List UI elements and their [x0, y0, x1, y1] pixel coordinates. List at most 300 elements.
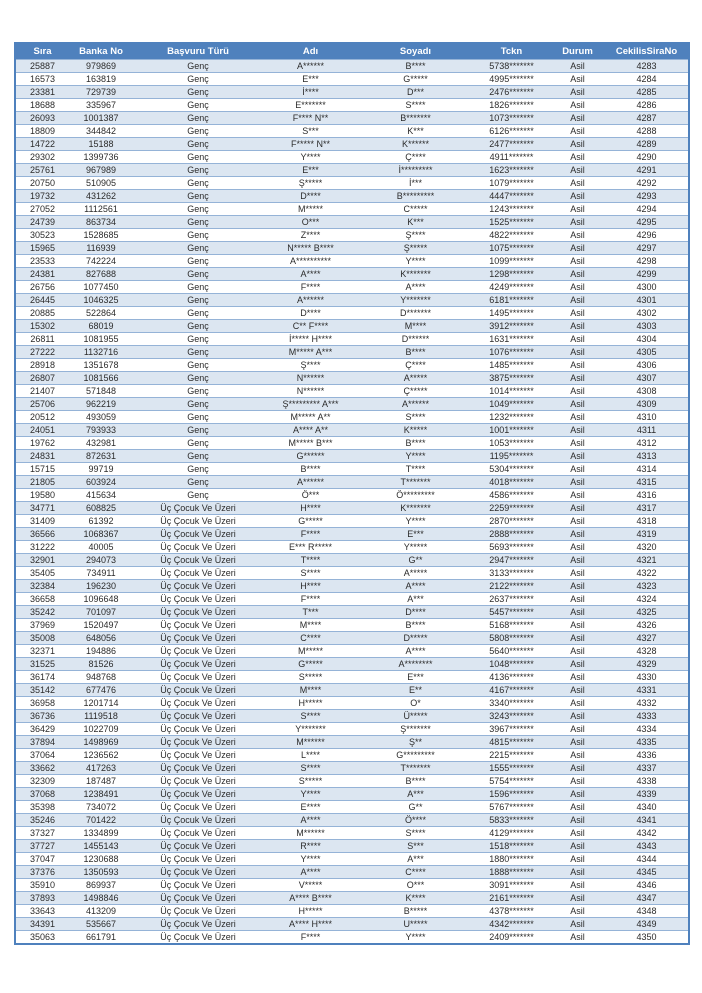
- cell-sira: 37068: [15, 788, 69, 801]
- cell-cekilissirano: 4325: [605, 606, 689, 619]
- cell-sira: 35910: [15, 879, 69, 892]
- cell-soyadi: Ş*******: [358, 723, 473, 736]
- cell-cekilissirano: 4343: [605, 840, 689, 853]
- table-row: [15, 112, 689, 125]
- cell-adi: A******: [263, 60, 358, 73]
- cell-cekilissirano: 4315: [605, 476, 689, 489]
- cell-cekilissirano: 4332: [605, 697, 689, 710]
- cell-tckn: 1195*******: [473, 450, 550, 463]
- cell-durum: Asil: [550, 99, 605, 112]
- cell-tckn: 1495*******: [473, 307, 550, 320]
- cell-banka-no: 417263: [69, 762, 133, 775]
- cell-sira: 24831: [15, 450, 69, 463]
- cell-banka-no: 344842: [69, 125, 133, 138]
- cell-cekilissirano: 4349: [605, 918, 689, 931]
- cell-cekilissirano: 4287: [605, 112, 689, 125]
- cell-tckn: 2476*******: [473, 86, 550, 99]
- cell-tckn: 2947*******: [473, 554, 550, 567]
- cell-durum: Asil: [550, 554, 605, 567]
- table-row: [15, 762, 689, 775]
- cell-cekilissirano: 4306: [605, 359, 689, 372]
- cell-sira: 31222: [15, 541, 69, 554]
- cell-tckn: 1485*******: [473, 359, 550, 372]
- cell-tckn: 1079*******: [473, 177, 550, 190]
- cell-basvuru-turu: Genç: [133, 86, 263, 99]
- cell-basvuru-turu: Genç: [133, 255, 263, 268]
- cell-cekilissirano: 4346: [605, 879, 689, 892]
- cell-basvuru-turu: Genç: [133, 125, 263, 138]
- cell-sira: 37064: [15, 749, 69, 762]
- cell-soyadi: A****: [358, 645, 473, 658]
- cell-soyadi: O***: [358, 879, 473, 892]
- cell-basvuru-turu: Genç: [133, 177, 263, 190]
- cell-cekilissirano: 4334: [605, 723, 689, 736]
- cell-tckn: 1053*******: [473, 437, 550, 450]
- cell-cekilissirano: 4348: [605, 905, 689, 918]
- cell-sira: 37969: [15, 619, 69, 632]
- cell-soyadi: Y****: [358, 450, 473, 463]
- cell-cekilissirano: 4292: [605, 177, 689, 190]
- cell-durum: Asil: [550, 801, 605, 814]
- cell-basvuru-turu: Genç: [133, 242, 263, 255]
- cell-tckn: 1099*******: [473, 255, 550, 268]
- table-row: [15, 710, 689, 723]
- cell-durum: Asil: [550, 775, 605, 788]
- cell-basvuru-turu: Üç Çocuk Ve Üzeri: [133, 606, 263, 619]
- cell-sira: 35008: [15, 632, 69, 645]
- table-row: [15, 827, 689, 840]
- column-header-cekilissirano: CekilisSiraNo: [605, 43, 689, 60]
- cell-soyadi: A****: [358, 281, 473, 294]
- table-row: [15, 775, 689, 788]
- cell-basvuru-turu: Genç: [133, 294, 263, 307]
- cell-banka-no: 81526: [69, 658, 133, 671]
- cell-soyadi: Y****: [358, 931, 473, 945]
- table-row: [15, 840, 689, 853]
- cell-adi: S****: [263, 762, 358, 775]
- cell-banka-no: 1230688: [69, 853, 133, 866]
- cell-tckn: 5833*******: [473, 814, 550, 827]
- cell-soyadi: A******: [358, 398, 473, 411]
- cell-basvuru-turu: Genç: [133, 164, 263, 177]
- cell-durum: Asil: [550, 892, 605, 905]
- cell-basvuru-turu: Üç Çocuk Ve Üzeri: [133, 671, 263, 684]
- cell-adi: İ****: [263, 86, 358, 99]
- cell-adi: S***: [263, 125, 358, 138]
- cell-sira: 32371: [15, 645, 69, 658]
- cell-basvuru-turu: Üç Çocuk Ve Üzeri: [133, 866, 263, 879]
- cell-cekilissirano: 4341: [605, 814, 689, 827]
- cell-sira: 24381: [15, 268, 69, 281]
- cell-basvuru-turu: Üç Çocuk Ve Üzeri: [133, 749, 263, 762]
- cell-cekilissirano: 4320: [605, 541, 689, 554]
- cell-soyadi: G*****: [358, 73, 473, 86]
- cell-sira: 31409: [15, 515, 69, 528]
- cell-sira: 21407: [15, 385, 69, 398]
- cell-banka-no: 701422: [69, 814, 133, 827]
- cell-banka-no: 742224: [69, 255, 133, 268]
- cell-basvuru-turu: Genç: [133, 372, 263, 385]
- table-row: [15, 736, 689, 749]
- cell-durum: Asil: [550, 281, 605, 294]
- cell-cekilissirano: 4313: [605, 450, 689, 463]
- cell-banka-no: 335967: [69, 99, 133, 112]
- table-row: [15, 567, 689, 580]
- cell-banka-no: 1498846: [69, 892, 133, 905]
- cell-cekilissirano: 4304: [605, 333, 689, 346]
- cell-sira: 18688: [15, 99, 69, 112]
- cell-cekilissirano: 4298: [605, 255, 689, 268]
- cell-cekilissirano: 4333: [605, 710, 689, 723]
- cell-durum: Asil: [550, 268, 605, 281]
- cell-soyadi: Y*****: [358, 541, 473, 554]
- cell-tckn: 2637*******: [473, 593, 550, 606]
- cell-durum: Asil: [550, 905, 605, 918]
- cell-adi: Y*******: [263, 723, 358, 736]
- cell-basvuru-turu: Genç: [133, 450, 263, 463]
- table-row: [15, 749, 689, 762]
- cell-banka-no: 677476: [69, 684, 133, 697]
- cell-basvuru-turu: Genç: [133, 203, 263, 216]
- cell-cekilissirano: 4319: [605, 528, 689, 541]
- cell-basvuru-turu: Üç Çocuk Ve Üzeri: [133, 710, 263, 723]
- cell-adi: H*****: [263, 697, 358, 710]
- table-row: [15, 593, 689, 606]
- cell-basvuru-turu: Üç Çocuk Ve Üzeri: [133, 853, 263, 866]
- cell-durum: Asil: [550, 385, 605, 398]
- table-header: [15, 43, 689, 60]
- cell-soyadi: B****: [358, 775, 473, 788]
- table-row: [15, 645, 689, 658]
- cell-tckn: 4586*******: [473, 489, 550, 502]
- cell-cekilissirano: 4318: [605, 515, 689, 528]
- cell-durum: Asil: [550, 541, 605, 554]
- cell-durum: Asil: [550, 918, 605, 931]
- cell-adi: Y****: [263, 853, 358, 866]
- cell-banka-no: 431262: [69, 190, 133, 203]
- cell-durum: Asil: [550, 294, 605, 307]
- table-row: [15, 138, 689, 151]
- cell-durum: Asil: [550, 827, 605, 840]
- cell-cekilissirano: 4299: [605, 268, 689, 281]
- cell-basvuru-turu: Genç: [133, 437, 263, 450]
- cell-basvuru-turu: Genç: [133, 424, 263, 437]
- cell-cekilissirano: 4283: [605, 60, 689, 73]
- cell-durum: Asil: [550, 424, 605, 437]
- cell-soyadi: G**: [358, 801, 473, 814]
- cell-soyadi: Y****: [358, 515, 473, 528]
- cell-adi: C** F****: [263, 320, 358, 333]
- cell-adi: A**** B****: [263, 892, 358, 905]
- cell-tckn: 6181*******: [473, 294, 550, 307]
- cell-durum: Asil: [550, 203, 605, 216]
- cell-basvuru-turu: Genç: [133, 489, 263, 502]
- cell-cekilissirano: 4289: [605, 138, 689, 151]
- cell-cekilissirano: 4294: [605, 203, 689, 216]
- cell-tckn: 1518*******: [473, 840, 550, 853]
- cell-tckn: 2888*******: [473, 528, 550, 541]
- cell-sira: 36174: [15, 671, 69, 684]
- cell-sira: 19580: [15, 489, 69, 502]
- cell-sira: 19762: [15, 437, 69, 450]
- cell-sira: 36566: [15, 528, 69, 541]
- cell-adi: T***: [263, 606, 358, 619]
- cell-adi: L****: [263, 749, 358, 762]
- cell-banka-no: 1351678: [69, 359, 133, 372]
- table-row: [15, 125, 689, 138]
- cell-cekilissirano: 4335: [605, 736, 689, 749]
- cell-basvuru-turu: Genç: [133, 411, 263, 424]
- table-row: [15, 671, 689, 684]
- cell-tckn: 4167*******: [473, 684, 550, 697]
- cell-basvuru-turu: Üç Çocuk Ve Üzeri: [133, 697, 263, 710]
- cell-soyadi: Y****: [358, 255, 473, 268]
- cell-adi: G******: [263, 450, 358, 463]
- cell-sira: 20885: [15, 307, 69, 320]
- table-row: [15, 528, 689, 541]
- cell-durum: Asil: [550, 255, 605, 268]
- cell-durum: Asil: [550, 528, 605, 541]
- cell-adi: S*****: [263, 671, 358, 684]
- cell-durum: Asil: [550, 840, 605, 853]
- cell-durum: Asil: [550, 866, 605, 879]
- cell-soyadi: Ö*********: [358, 489, 473, 502]
- cell-soyadi: A*****: [358, 372, 473, 385]
- cell-soyadi: B****: [358, 437, 473, 450]
- cell-soyadi: O*: [358, 697, 473, 710]
- cell-soyadi: A*****: [358, 567, 473, 580]
- cell-durum: Asil: [550, 411, 605, 424]
- cell-banka-no: 1520497: [69, 619, 133, 632]
- cell-tckn: 2870*******: [473, 515, 550, 528]
- cell-sira: 25706: [15, 398, 69, 411]
- cell-adi: F****: [263, 281, 358, 294]
- cell-soyadi: M****: [358, 320, 473, 333]
- cell-adi: M******: [263, 736, 358, 749]
- cell-tckn: 1298*******: [473, 268, 550, 281]
- cell-sira: 35246: [15, 814, 69, 827]
- cell-banka-no: 1068367: [69, 528, 133, 541]
- cell-cekilissirano: 4350: [605, 931, 689, 945]
- cell-adi: D****: [263, 307, 358, 320]
- table-row: [15, 216, 689, 229]
- cell-basvuru-turu: Üç Çocuk Ve Üzeri: [133, 814, 263, 827]
- cell-sira: 28918: [15, 359, 69, 372]
- cell-durum: Asil: [550, 73, 605, 86]
- cell-banka-no: 163819: [69, 73, 133, 86]
- cell-basvuru-turu: Genç: [133, 229, 263, 242]
- cell-durum: Asil: [550, 502, 605, 515]
- cell-adi: Ş****: [263, 359, 358, 372]
- cell-cekilissirano: 4300: [605, 281, 689, 294]
- cell-basvuru-turu: Genç: [133, 346, 263, 359]
- results-table: [14, 42, 690, 945]
- column-header-banka-no: Banka No: [69, 43, 133, 60]
- cell-adi: F***** N**: [263, 138, 358, 151]
- cell-sira: 25761: [15, 164, 69, 177]
- cell-banka-no: 1498969: [69, 736, 133, 749]
- cell-sira: 26756: [15, 281, 69, 294]
- cell-sira: 31525: [15, 658, 69, 671]
- cell-durum: Asil: [550, 229, 605, 242]
- cell-banka-no: 432981: [69, 437, 133, 450]
- cell-tckn: 2477*******: [473, 138, 550, 151]
- cell-durum: Asil: [550, 736, 605, 749]
- cell-soyadi: G**: [358, 554, 473, 567]
- cell-banka-no: 793933: [69, 424, 133, 437]
- cell-cekilissirano: 4308: [605, 385, 689, 398]
- cell-adi: A**** A**: [263, 424, 358, 437]
- cell-durum: Asil: [550, 749, 605, 762]
- cell-cekilissirano: 4305: [605, 346, 689, 359]
- cell-adi: V*****: [263, 879, 358, 892]
- cell-cekilissirano: 4326: [605, 619, 689, 632]
- cell-sira: 36658: [15, 593, 69, 606]
- cell-banka-no: 1455143: [69, 840, 133, 853]
- table-row: [15, 489, 689, 502]
- cell-soyadi: S****: [358, 411, 473, 424]
- cell-basvuru-turu: Genç: [133, 216, 263, 229]
- column-header-soyadi: Soyadı: [358, 43, 473, 60]
- cell-durum: Asil: [550, 437, 605, 450]
- cell-banka-no: 701097: [69, 606, 133, 619]
- cell-cekilissirano: 4301: [605, 294, 689, 307]
- cell-durum: Asil: [550, 138, 605, 151]
- cell-cekilissirano: 4344: [605, 853, 689, 866]
- cell-banka-no: 493059: [69, 411, 133, 424]
- cell-sira: 30523: [15, 229, 69, 242]
- cell-soyadi: E**: [358, 684, 473, 697]
- cell-durum: Asil: [550, 762, 605, 775]
- cell-sira: 23533: [15, 255, 69, 268]
- cell-sira: 33643: [15, 905, 69, 918]
- cell-basvuru-turu: Genç: [133, 333, 263, 346]
- cell-banka-no: 648056: [69, 632, 133, 645]
- table-row: [15, 255, 689, 268]
- cell-tckn: 1232*******: [473, 411, 550, 424]
- cell-adi: Y****: [263, 788, 358, 801]
- cell-cekilissirano: 4290: [605, 151, 689, 164]
- cell-adi: N***** B****: [263, 242, 358, 255]
- cell-basvuru-turu: Genç: [133, 281, 263, 294]
- cell-adi: T****: [263, 554, 358, 567]
- table-row: [15, 372, 689, 385]
- cell-tckn: 5808*******: [473, 632, 550, 645]
- cell-sira: 37327: [15, 827, 69, 840]
- cell-banka-no: 40005: [69, 541, 133, 554]
- cell-basvuru-turu: Üç Çocuk Ve Üzeri: [133, 528, 263, 541]
- cell-soyadi: D*******: [358, 307, 473, 320]
- cell-cekilissirano: 4330: [605, 671, 689, 684]
- cell-durum: Asil: [550, 632, 605, 645]
- cell-adi: G*****: [263, 658, 358, 671]
- column-header-durum: Durum: [550, 43, 605, 60]
- cell-basvuru-turu: Üç Çocuk Ve Üzeri: [133, 788, 263, 801]
- cell-soyadi: G*********: [358, 749, 473, 762]
- cell-banka-no: 15188: [69, 138, 133, 151]
- cell-sira: 20750: [15, 177, 69, 190]
- cell-soyadi: A****: [358, 580, 473, 593]
- cell-tckn: 1880*******: [473, 853, 550, 866]
- cell-tckn: 1555*******: [473, 762, 550, 775]
- table-body: [15, 60, 689, 945]
- cell-adi: H*****: [263, 905, 358, 918]
- cell-tckn: 1243*******: [473, 203, 550, 216]
- table-row: [15, 333, 689, 346]
- cell-durum: Asil: [550, 606, 605, 619]
- cell-soyadi: Ç****: [358, 359, 473, 372]
- cell-tckn: 3243*******: [473, 710, 550, 723]
- table-row: [15, 502, 689, 515]
- cell-tckn: 5457*******: [473, 606, 550, 619]
- cell-cekilissirano: 4321: [605, 554, 689, 567]
- cell-adi: R****: [263, 840, 358, 853]
- cell-sira: 37894: [15, 736, 69, 749]
- cell-cekilissirano: 4322: [605, 567, 689, 580]
- cell-banka-no: 522864: [69, 307, 133, 320]
- cell-sira: 33662: [15, 762, 69, 775]
- cell-banka-no: 68019: [69, 320, 133, 333]
- cell-cekilissirano: 4331: [605, 684, 689, 697]
- cell-sira: 26445: [15, 294, 69, 307]
- table-row: [15, 580, 689, 593]
- cell-adi: E***: [263, 164, 358, 177]
- cell-basvuru-turu: Genç: [133, 112, 263, 125]
- table-row: [15, 229, 689, 242]
- cell-tckn: 1631*******: [473, 333, 550, 346]
- cell-sira: 19732: [15, 190, 69, 203]
- cell-basvuru-turu: Üç Çocuk Ve Üzeri: [133, 645, 263, 658]
- cell-soyadi: C*****: [358, 203, 473, 216]
- cell-tckn: 1888*******: [473, 866, 550, 879]
- cell-basvuru-turu: Genç: [133, 99, 263, 112]
- cell-basvuru-turu: Üç Çocuk Ve Üzeri: [133, 502, 263, 515]
- cell-tckn: 4815*******: [473, 736, 550, 749]
- cell-basvuru-turu: Genç: [133, 398, 263, 411]
- cell-soyadi: S***: [358, 840, 473, 853]
- cell-basvuru-turu: Genç: [133, 463, 263, 476]
- cell-cekilissirano: 4338: [605, 775, 689, 788]
- cell-tckn: 5738*******: [473, 60, 550, 73]
- cell-sira: 26807: [15, 372, 69, 385]
- cell-durum: Asil: [550, 814, 605, 827]
- cell-sira: 21805: [15, 476, 69, 489]
- cell-soyadi: U*****: [358, 918, 473, 931]
- cell-durum: Asil: [550, 463, 605, 476]
- cell-soyadi: B*****: [358, 905, 473, 918]
- cell-sira: 15302: [15, 320, 69, 333]
- cell-durum: Asil: [550, 112, 605, 125]
- cell-soyadi: D***: [358, 86, 473, 99]
- cell-sira: 15965: [15, 242, 69, 255]
- cell-durum: Asil: [550, 580, 605, 593]
- cell-durum: Asil: [550, 658, 605, 671]
- cell-adi: M***** A**: [263, 411, 358, 424]
- cell-tckn: 1048*******: [473, 658, 550, 671]
- cell-banka-no: 413209: [69, 905, 133, 918]
- cell-basvuru-turu: Genç: [133, 320, 263, 333]
- cell-soyadi: K****: [358, 892, 473, 905]
- cell-cekilissirano: 4316: [605, 489, 689, 502]
- cell-basvuru-turu: Genç: [133, 385, 263, 398]
- cell-tckn: 5304*******: [473, 463, 550, 476]
- results-table-container: [14, 42, 688, 945]
- table-row: [15, 99, 689, 112]
- cell-cekilissirano: 4303: [605, 320, 689, 333]
- cell-soyadi: K*****: [358, 424, 473, 437]
- cell-banka-no: 116939: [69, 242, 133, 255]
- cell-cekilissirano: 4327: [605, 632, 689, 645]
